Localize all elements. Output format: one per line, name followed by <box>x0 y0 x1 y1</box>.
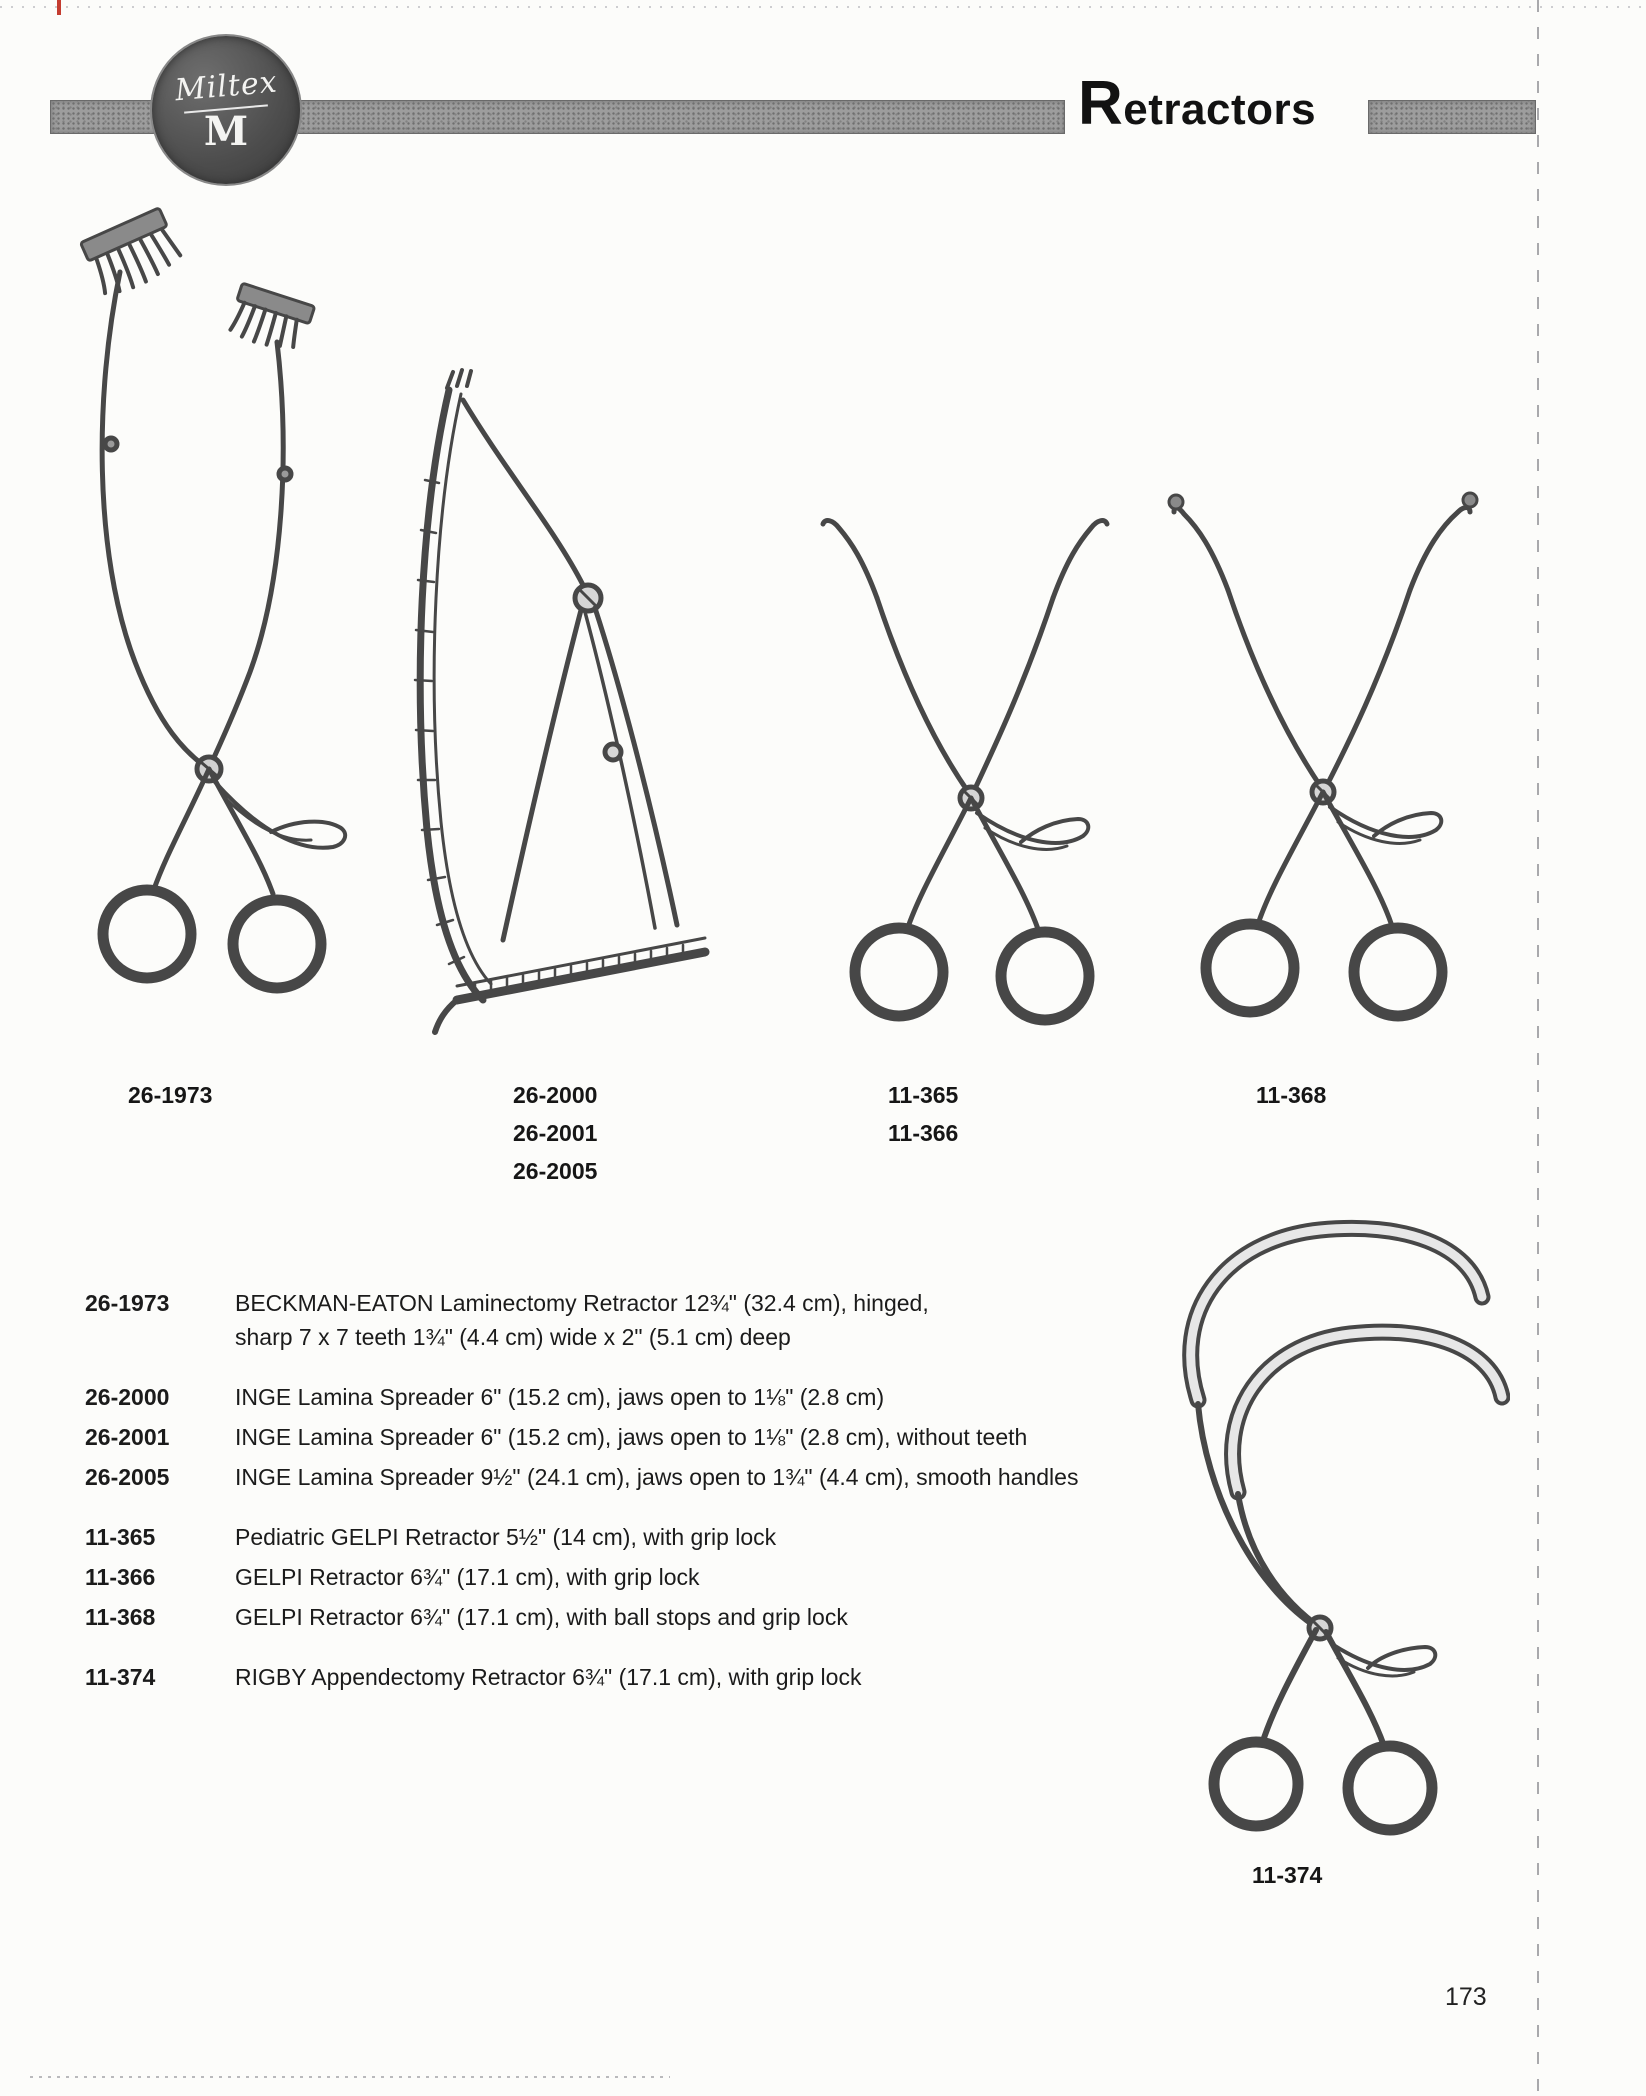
item-code: 26-1973 <box>85 1290 170 1316</box>
item-description-line: RIGBY Appendectomy Retractor 6¾" (17.1 cm), with grip lock <box>235 1664 862 1690</box>
item-code: 11-368 <box>85 1604 156 1630</box>
item-description <box>235 1382 1215 1412</box>
rake-head-right <box>226 283 314 356</box>
item-code: 11-366 <box>85 1564 156 1590</box>
gelpi-retractor-drawing <box>815 498 1125 1058</box>
item-code: 26-2001 <box>85 1424 170 1450</box>
gelpi-ball-stop-drawing <box>1158 482 1488 1052</box>
listing-group <box>85 1382 1215 1492</box>
miltex-logo <box>152 36 300 184</box>
scan-edge-top <box>0 6 1646 8</box>
item-code: 11-374 <box>85 1664 156 1690</box>
item-description-line: GELPI Retractor 6¾" (17.1 cm), with ball stops and grip lock <box>235 1604 848 1630</box>
figure-label: 26-2000 <box>513 1082 598 1108</box>
header-rule-right <box>1368 100 1536 134</box>
figure-label-gelpi-ball <box>1256 1076 1326 1114</box>
page-title: Retractors <box>1078 69 1317 138</box>
table-row <box>85 1522 1215 1552</box>
item-description <box>235 1662 1215 1692</box>
figure-label: 26-2001 <box>513 1120 598 1146</box>
table-row <box>85 1462 1215 1492</box>
table-row <box>85 1662 1215 1692</box>
table-row <box>85 1288 1215 1352</box>
figure-label-gelpi <box>888 1076 958 1152</box>
item-description-line: Pediatric GELPI Retractor 5½" (14 cm), with grip lock <box>235 1524 777 1550</box>
figure-gelpi-retractor <box>815 498 1125 1058</box>
page-number: 173 <box>1445 1983 1487 2011</box>
figure-label-beckman <box>128 1076 212 1114</box>
figure-label: 26-1973 <box>128 1082 213 1108</box>
rake-head-left <box>80 208 184 300</box>
item-description-line: INGE Lamina Spreader 9½" (24.1 cm), jaws open to 1¾" (4.4 cm), smooth handles <box>235 1464 1079 1490</box>
scan-red-mark <box>57 0 61 15</box>
inge-spreader-drawing <box>405 360 765 1060</box>
scan-edge-bottom <box>30 2076 670 2078</box>
instrument-line-art <box>80 208 345 988</box>
figure-label: 11-368 <box>1256 1082 1327 1108</box>
instrument-line-art <box>1191 1228 1502 1830</box>
item-description-line: INGE Lamina Spreader 6" (15.2 cm), jaws open to 1⅛" (2.8 cm), without teeth <box>235 1424 1028 1450</box>
item-description-line: BECKMAN-EATON Laminectomy Retractor 12¾" (32.4 cm), hinged, <box>235 1290 929 1316</box>
product-listings <box>85 1288 1215 1722</box>
instrument-line-art <box>415 370 705 1032</box>
figure-label: 11-366 <box>888 1120 959 1146</box>
figure-label-rigby <box>1252 1856 1322 1894</box>
item-code: 26-2000 <box>85 1384 170 1410</box>
item-description <box>235 1422 1215 1452</box>
item-description <box>235 1288 1215 1352</box>
figure-label: 26-2005 <box>513 1158 598 1184</box>
table-row <box>85 1382 1215 1412</box>
scan-edge-right <box>1537 0 1539 2096</box>
brand-monogram: M <box>203 107 249 155</box>
item-description <box>235 1562 1215 1592</box>
item-description-line: sharp 7 x 7 teeth 1¾" (4.4 cm) wide x 2" (5.1 cm) deep <box>235 1324 791 1350</box>
item-description-line: GELPI Retractor 6¾" (17.1 cm), with grip lock <box>235 1564 700 1590</box>
listing-group <box>85 1522 1215 1632</box>
table-row <box>85 1602 1215 1632</box>
figure-label-inge <box>513 1076 597 1190</box>
item-description <box>235 1522 1215 1552</box>
item-description-line: INGE Lamina Spreader 6" (15.2 cm), jaws open to 1⅛" (2.8 cm) <box>235 1384 885 1410</box>
beckman-eaton-drawing <box>65 192 365 1072</box>
item-description <box>235 1462 1215 1492</box>
instrument-line-art <box>823 521 1107 1020</box>
figure-beckman-eaton-retractor <box>65 192 365 1072</box>
figure-label: 11-365 <box>888 1082 959 1108</box>
item-code: 11-365 <box>85 1524 156 1550</box>
figure-gelpi-ball-stop-retractor <box>1158 482 1488 1052</box>
item-code: 26-2005 <box>85 1464 170 1490</box>
figure-label: 11-374 <box>1252 1862 1323 1888</box>
instrument-line-art <box>1169 493 1477 1016</box>
figure-inge-lamina-spreader <box>405 360 765 1060</box>
listing-group <box>85 1662 1215 1692</box>
table-row <box>85 1422 1215 1452</box>
brand-script: Miltex <box>173 64 279 108</box>
table-row <box>85 1562 1215 1592</box>
listing-group <box>85 1288 1215 1352</box>
item-description <box>235 1602 1215 1632</box>
